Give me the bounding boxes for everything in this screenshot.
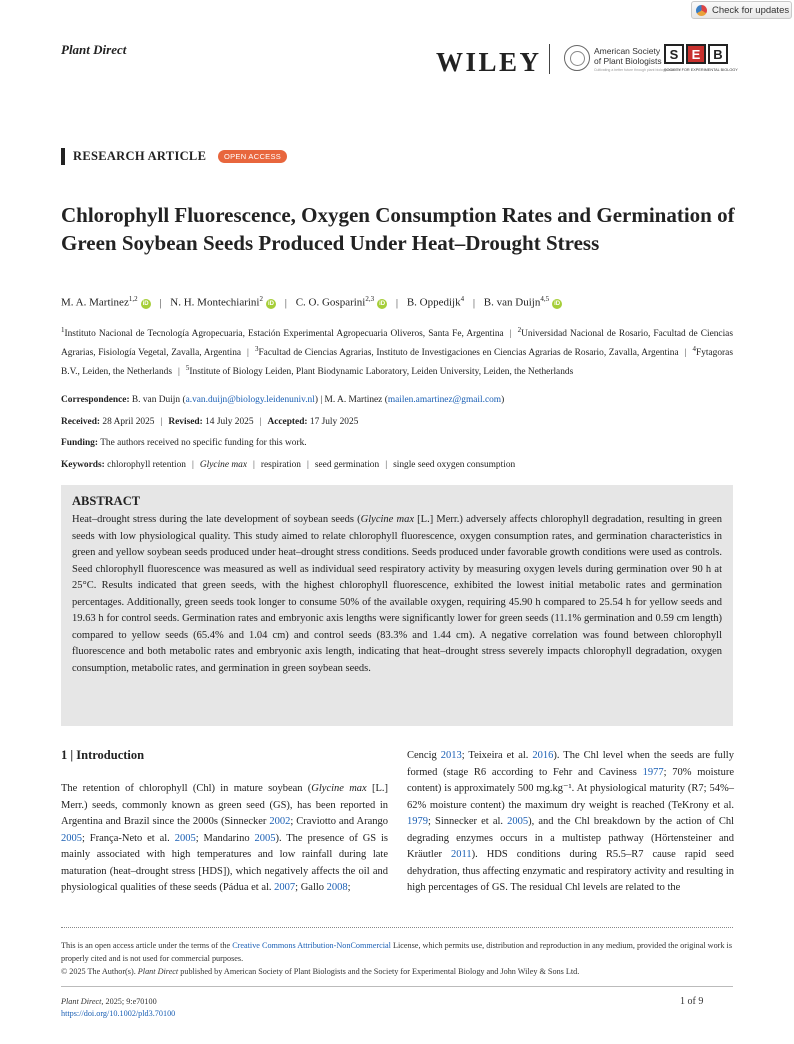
keywords: Keywords: chlorophyll retention | Glycine max | respiration | seed germination | single seed oxygen consumption: [61, 460, 516, 470]
intro-text-run: ; Teixeira et al.: [461, 750, 533, 761]
aspb-tagline: Cultivating a better future through plant biology research: [594, 68, 682, 72]
intro-text-run: ; Mandarino: [195, 832, 255, 844]
citation-link[interactable]: 2013: [440, 750, 462, 761]
citation-link[interactable]: 2005: [61, 832, 82, 844]
citation-link[interactable]: 1977: [642, 766, 664, 778]
email-link[interactable]: a.van.duijn@biology.leidenuniv.nl: [185, 395, 315, 405]
author[interactable]: B. van Duijn: [483, 296, 541, 309]
author-list: M. A. Martinez$^{1,2}$iD | N. H. Montechiarini$^2$iD | C. O. Gosparini$^{2,3}$iD | B. Oppedijk$^4$ | B. van Duijn$^{4,5}$iD: [61, 295, 561, 309]
intro-text-run: ; Gallo: [295, 882, 327, 893]
abstract-heading: ABSTRACT: [72, 494, 141, 508]
seb-letter-b: B: [708, 44, 728, 64]
intro-text-run: ), and the Chl breakdown by the action of Chl degrading enzymes occurs in a multistep pathway (Hörtensteiner and Kräutler: [407, 816, 734, 860]
citation-link[interactable]: 2016: [532, 750, 554, 761]
seb-letter-s: S: [664, 44, 684, 64]
intro-text-run: ; 70% moisture content) is approximately 500 mg.kg⁻¹. At physiological maturity (R7; 54%–62% moisture content) the maximum dry weight is reached (TeKrony et al.: [407, 766, 734, 811]
page-number: 1 of 9: [680, 996, 704, 1007]
citation-link[interactable]: 2008: [326, 882, 348, 893]
author[interactable]: M. A. Martinez: [61, 296, 129, 309]
citation-link[interactable]: 2011: [450, 849, 472, 860]
intro-text-run: ; Craviotto and Arango: [290, 816, 388, 827]
intro-text-run: ;: [347, 882, 351, 893]
intro-text-run: ; França-Neto et al.: [82, 832, 175, 844]
intro-text-run: The retention of chlorophyll (Chl) in mature soybean (: [61, 783, 312, 794]
license-link[interactable]: Creative Commons Attribution-NonCommercial: [232, 941, 391, 950]
intro-text-run: [L.] Merr.) seeds, commonly known as green seed (GS), has been reported in Argentina and Brazil since the 2000s (Sinnecker: [61, 783, 388, 827]
orcid-icon[interactable]: iD: [142, 300, 149, 307]
author[interactable]: B. Oppedijk: [406, 296, 461, 309]
intro-column-left: [61, 781, 388, 897]
intro-text-run: Glycine max: [311, 783, 367, 794]
article-type: RESEARCH ARTICLE: [73, 149, 207, 163]
check-for-updates-button[interactable]: [691, 1, 792, 19]
crossmark-icon: [696, 5, 707, 16]
author[interactable]: C. O. Gosparini: [295, 296, 366, 309]
citation-link[interactable]: 2005: [174, 832, 196, 844]
correspondence: Correspondence: B. van Duijn (a.van.duijn@biology.leidenuniv.nl) | M. A. Martinez (mailen.amartinez@gmail.com): [61, 395, 505, 405]
author[interactable]: N. H. Montechiarini: [170, 296, 260, 309]
copyright-note: © 2025 The Author(s). Plant Direct published by American Society of Plant Biologists and the Society for Experimental Biology and John Wiley & Sons Ltd.: [61, 967, 580, 976]
doi-link[interactable]: https://doi.org/10.1002/pld3.70100: [61, 1009, 176, 1018]
seb-tagline: SOCIETY FOR EXPERIMENTAL BIOLOGY: [664, 68, 738, 72]
open-access-badge: OPEN ACCESS: [218, 150, 287, 163]
citation-link[interactable]: 2002: [269, 816, 291, 827]
abstract-text: Heat–drought stress during the late development of soybean seeds (Glycine max [L.] Merr.) adversely affects chlorophyll degradation, resulting in green seeds with low physiological quality. This study aimed to relate chlorophyll fluorescence, oxygen consumption rates, and germination characteristics in green and yellow soybean seeds produced under heat–drought stress conditions. Seeds produced under favorable growth conditions were used as controls. Seed chlorophyll fluorescence was measured as well as individual seed respiratory activity by measuring oxygen levels during germination over 90 h at 25°C. Results indicated that green seeds, with the highest chlorophyll fluorescence, exhibited the lowest initial metabolic rates and germination percentages. Additionally, green seeds took longer to consume 50% of the available oxygen, requiring 45.90 h compared to 25.54 h for yellow seeds and 19.63 h for control seeds. Germination rates and embryonic axis lengths were significantly lower for green seeds (11.1% germination and 0.59 cm length) compared to yellow seeds (65.4% and 1.04 cm) and control seeds (83.3% and 1.44 cm). A negative correlation was found between chlorophyll fluorescence and both metabolic rates and embryonic axis length, indicating that heat–drought stress severely impacts chlorophyll degradation, oxygen consumption, metabolic rates, and germination in green soybean seeds.: [72, 514, 722, 674]
aspb-logo-text: American Society of Plant Biologists: [594, 46, 662, 66]
funding: Funding: The authors received no specific funding for this work.: [61, 438, 307, 448]
orcid-icon[interactable]: iD: [267, 300, 274, 307]
license-note: This is an open access article under the terms of the Creative Commons Attribution-NonCommercial License, which permits use, distribution and reproduction in any medium, provided the original work is properly cited and is not used for commercial purposes.: [61, 941, 733, 963]
section-heading: 1 | Introduction: [61, 748, 145, 762]
logo-divider: [549, 44, 550, 74]
article-title: Chlorophyll Fluorescence, Oxygen Consumption Rates and Germination of Green Soybean Seeds Produced Under Heat–Drought Stress: [61, 203, 735, 255]
citation-link[interactable]: 2005: [507, 816, 529, 827]
intro-column-right: [407, 748, 734, 897]
article-type-bar: [61, 148, 65, 165]
citation-link[interactable]: 2007: [274, 882, 296, 893]
seb-logo: [664, 44, 728, 64]
orcid-icon[interactable]: iD: [554, 300, 561, 307]
aspb-seal-icon: [564, 45, 590, 71]
affiliations: $^1$Instituto Nacional de Tecnología Agropecuaria, Estación Experimental Agropecuaria Oliveros, Santa Fe, Argentina | $^2$Universidad Nacional de Rosario, Facultad de Ciencias Agrarias, Fisiología Vegetal, Zavalla, Argentina | $^3$Facultad de Ciencias Agrarias, Instituto de Investigaciones en Ciencias Agrarias de Rosario, Zavalla, Argentina | $^4$Fytagoras B.V., Leiden, the Netherlands | $^5$Institute of Biology Leiden, Plant Biodynamic Laboratory, Leiden University, Leiden, the Netherlands: [61, 326, 733, 378]
orcid-icon[interactable]: iD: [379, 300, 386, 307]
footer-divider: [61, 986, 733, 987]
intro-text-run: ). The presence of GS is mainly associated with high temperatures and low rainfall during late maturation (heat–drought stress [HDS]), which negatively affects the oil and physiological qualities of these seeds (Pádua et al.: [61, 832, 389, 893]
intro-text-run: ; Sinnecker et al.: [428, 816, 508, 827]
check-for-updates-label: Check for updates: [712, 4, 790, 16]
journal-name: Plant Direct: [61, 42, 127, 57]
email-link[interactable]: mailen.amartinez@gmail.com: [387, 395, 502, 405]
citation-link[interactable]: 2005: [254, 832, 276, 844]
intro-text-run: Cencig: [407, 750, 441, 761]
citation-link[interactable]: 1979: [407, 816, 428, 827]
citation: Plant Direct, 2025; 9:e70100: [61, 997, 157, 1006]
intro-text-run: ). HDS conditions during R5.5–R7 cause rapid seed dehydration, thus affecting enzymatic and respiratory activity and resulting in high percentages of GS. The residual Chl levels are related to the: [407, 849, 734, 893]
publisher-logo: WILEY: [436, 47, 542, 77]
footnote-divider: [61, 927, 733, 928]
article-dates: Received: 28 April 2025 | Revised: 14 July 2025 | Accepted: 17 July 2025: [61, 417, 359, 427]
intro-text-run: ). The Chl level when the seeds are fully formed (stage R6 according to Fehr and Caviness: [407, 750, 734, 778]
seb-letter-e: E: [686, 44, 706, 64]
